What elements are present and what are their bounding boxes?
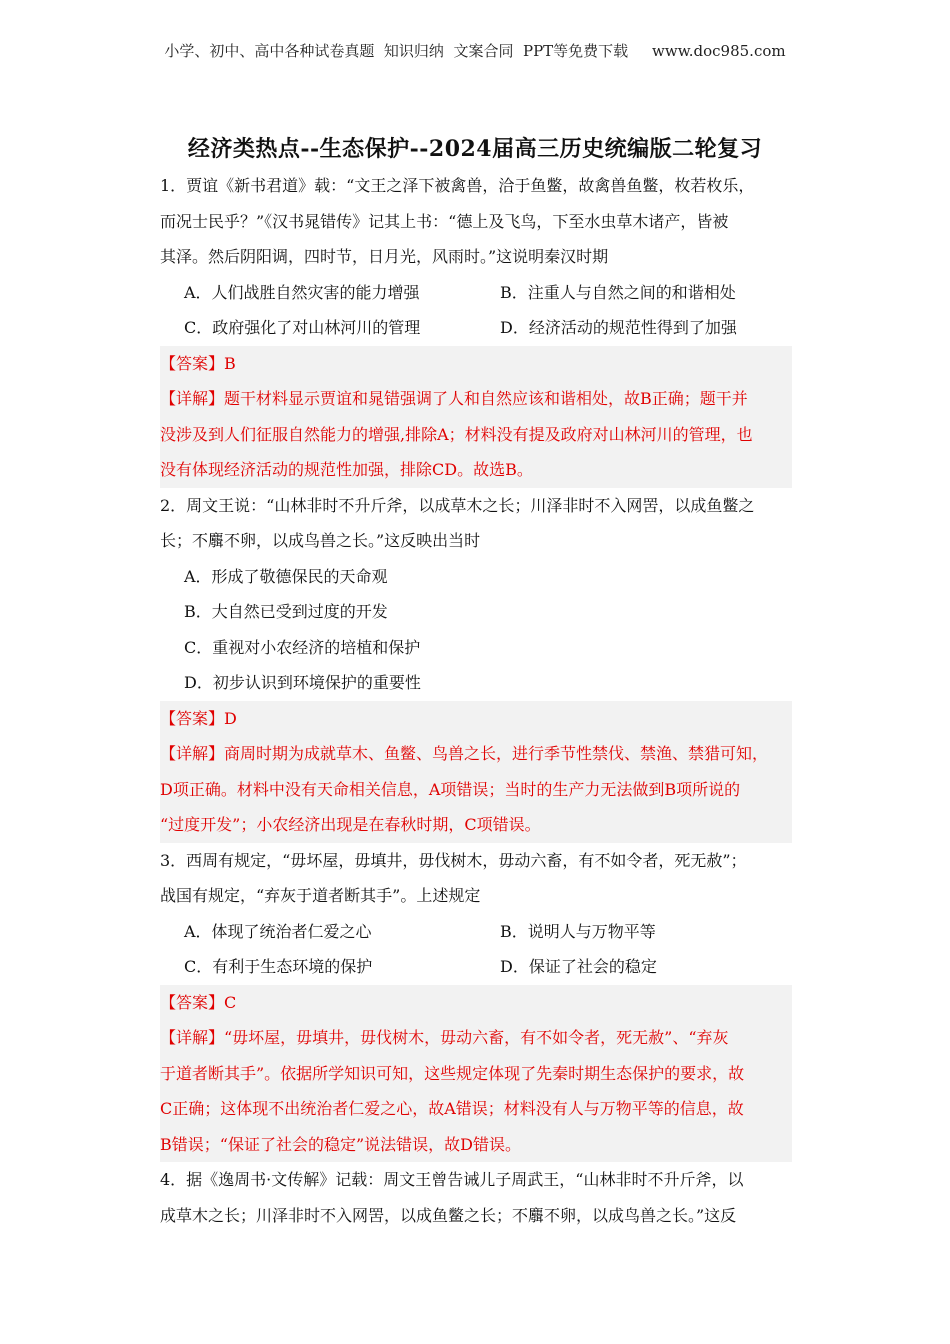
option-d: D．经济活动的规范性得到了加强	[500, 318, 737, 337]
question-1	[160, 168, 792, 488]
option-b: B．说明人与万物平等	[500, 921, 656, 941]
question-stem-line: 战国有规定，“弃灰于道者断其手”。上述规定	[160, 886, 481, 905]
question-stem-line: 2．周文王说：“山林非时不升斤斧，以成草木之长；川泽非时不入网罟，以成鱼鳖之	[160, 495, 755, 515]
explanation-line: 没涉及到人们征服自然能力的增强,排除A；材料没有提及政府对山林河川的管理，也	[160, 424, 753, 444]
explanation-line: 【详解】商周时期为成就草木、鱼鳖、鸟兽之长，进行季节性禁伐、禁渔、禁猎可知，	[160, 744, 769, 763]
answer-label: 【答案】C	[160, 992, 237, 1012]
question-stem-line: 成草木之长；川泽非时不入网罟，以成鱼鳖之长；不麛不卵，以成鸟兽之长。”这反	[160, 1205, 737, 1225]
question-stem-line: 长；不麛不卵，以成鸟兽之长。”这反映出当时	[160, 531, 481, 550]
page-header: 小学、初中、高中各种试卷真题 知识归纳 文案合同 PPT等免费下载 www.doc985.com	[164, 42, 786, 60]
option-c: C．重视对小农经济的培植和保护	[184, 637, 421, 657]
answer-label: 【答案】D	[160, 708, 237, 728]
document-title: 经济类热点--生态保护--2024届高三历史统编版二轮复习	[187, 136, 763, 162]
explanation-line: B错误；“保证了社会的稳定”说法错误，故D错误。	[160, 1134, 521, 1154]
answer-block	[160, 701, 792, 843]
option-a: A．形成了敬德保民的天命观	[184, 566, 388, 586]
question-2	[160, 488, 792, 843]
option-d: D．初步认识到环境保护的重要性	[184, 673, 421, 692]
option-a: A．人们战胜自然灾害的能力增强	[184, 282, 420, 302]
option-b: B．注重人与自然之间的和谐相处	[500, 282, 736, 302]
explanation-line: C正确；这体现不出统治者仁爱之心，故A错误；材料没有人与万物平等的信息，故	[160, 1099, 744, 1118]
explanation-line: 没有体现经济活动的规范性加强，排除CD。故选B。	[160, 460, 533, 479]
answer-block	[160, 985, 792, 1163]
question-stem-line: 3．西周有规定，“毋坏屋，毋填井，毋伐树木，毋动六畜，有不如令者，死无赦”；	[160, 850, 747, 870]
explanation-line: “过度开发”；小农经济出现是在春秋时期，C项错误。	[160, 815, 541, 834]
answer-label: 【答案】B	[160, 353, 236, 373]
explanation-line: 【详解】“毋坏屋，毋填井，毋伐树木，毋动六畜，有不如令者，死无赦”、“弃灰	[160, 1028, 729, 1047]
explanation-line: 于道者断其手”。依据所学知识可知，这些规定体现了先秦时期生态保护的要求，故	[160, 1063, 745, 1083]
option-d: D．保证了社会的稳定	[500, 957, 657, 976]
question-stem-line: 1．贾谊《新书君道》载：“文王之泽下被禽兽，洽于鱼鳖，故禽兽鱼鳖，枚若枚乐，	[160, 176, 755, 195]
option-a: A．体现了统治者仁爱之心	[184, 921, 372, 941]
document-body	[160, 168, 792, 1233]
question-stem-line: 其泽。然后阴阳调，四时节，日月光，风雨时。”这说明秦汉时期	[160, 247, 609, 266]
explanation-line: D项正确。材料中没有天命相关信息，A项错误；当时的生产力无法做到B项所说的	[160, 779, 741, 799]
question-3	[160, 843, 792, 1163]
option-c: C．政府强化了对山林河川的管理	[184, 318, 421, 337]
question-4	[160, 1162, 792, 1233]
answer-block	[160, 346, 792, 488]
question-stem-line: 而况士民乎？”《汉书晁错传》记其上书：“德上及飞鸟，下至水虫草木诸产，皆被	[160, 211, 729, 231]
question-stem-line: 4．据《逸周书·文传解》记载：周文王曾告诫儿子周武王，“山林非时不升斤斧，以	[160, 1170, 744, 1189]
option-b: B．大自然已受到过度的开发	[184, 602, 388, 621]
option-c: C．有利于生态环境的保护	[184, 957, 373, 976]
explanation-line: 【详解】题干材料显示贾谊和晁错强调了人和自然应该和谐相处，故B正确；题干并	[160, 389, 748, 408]
